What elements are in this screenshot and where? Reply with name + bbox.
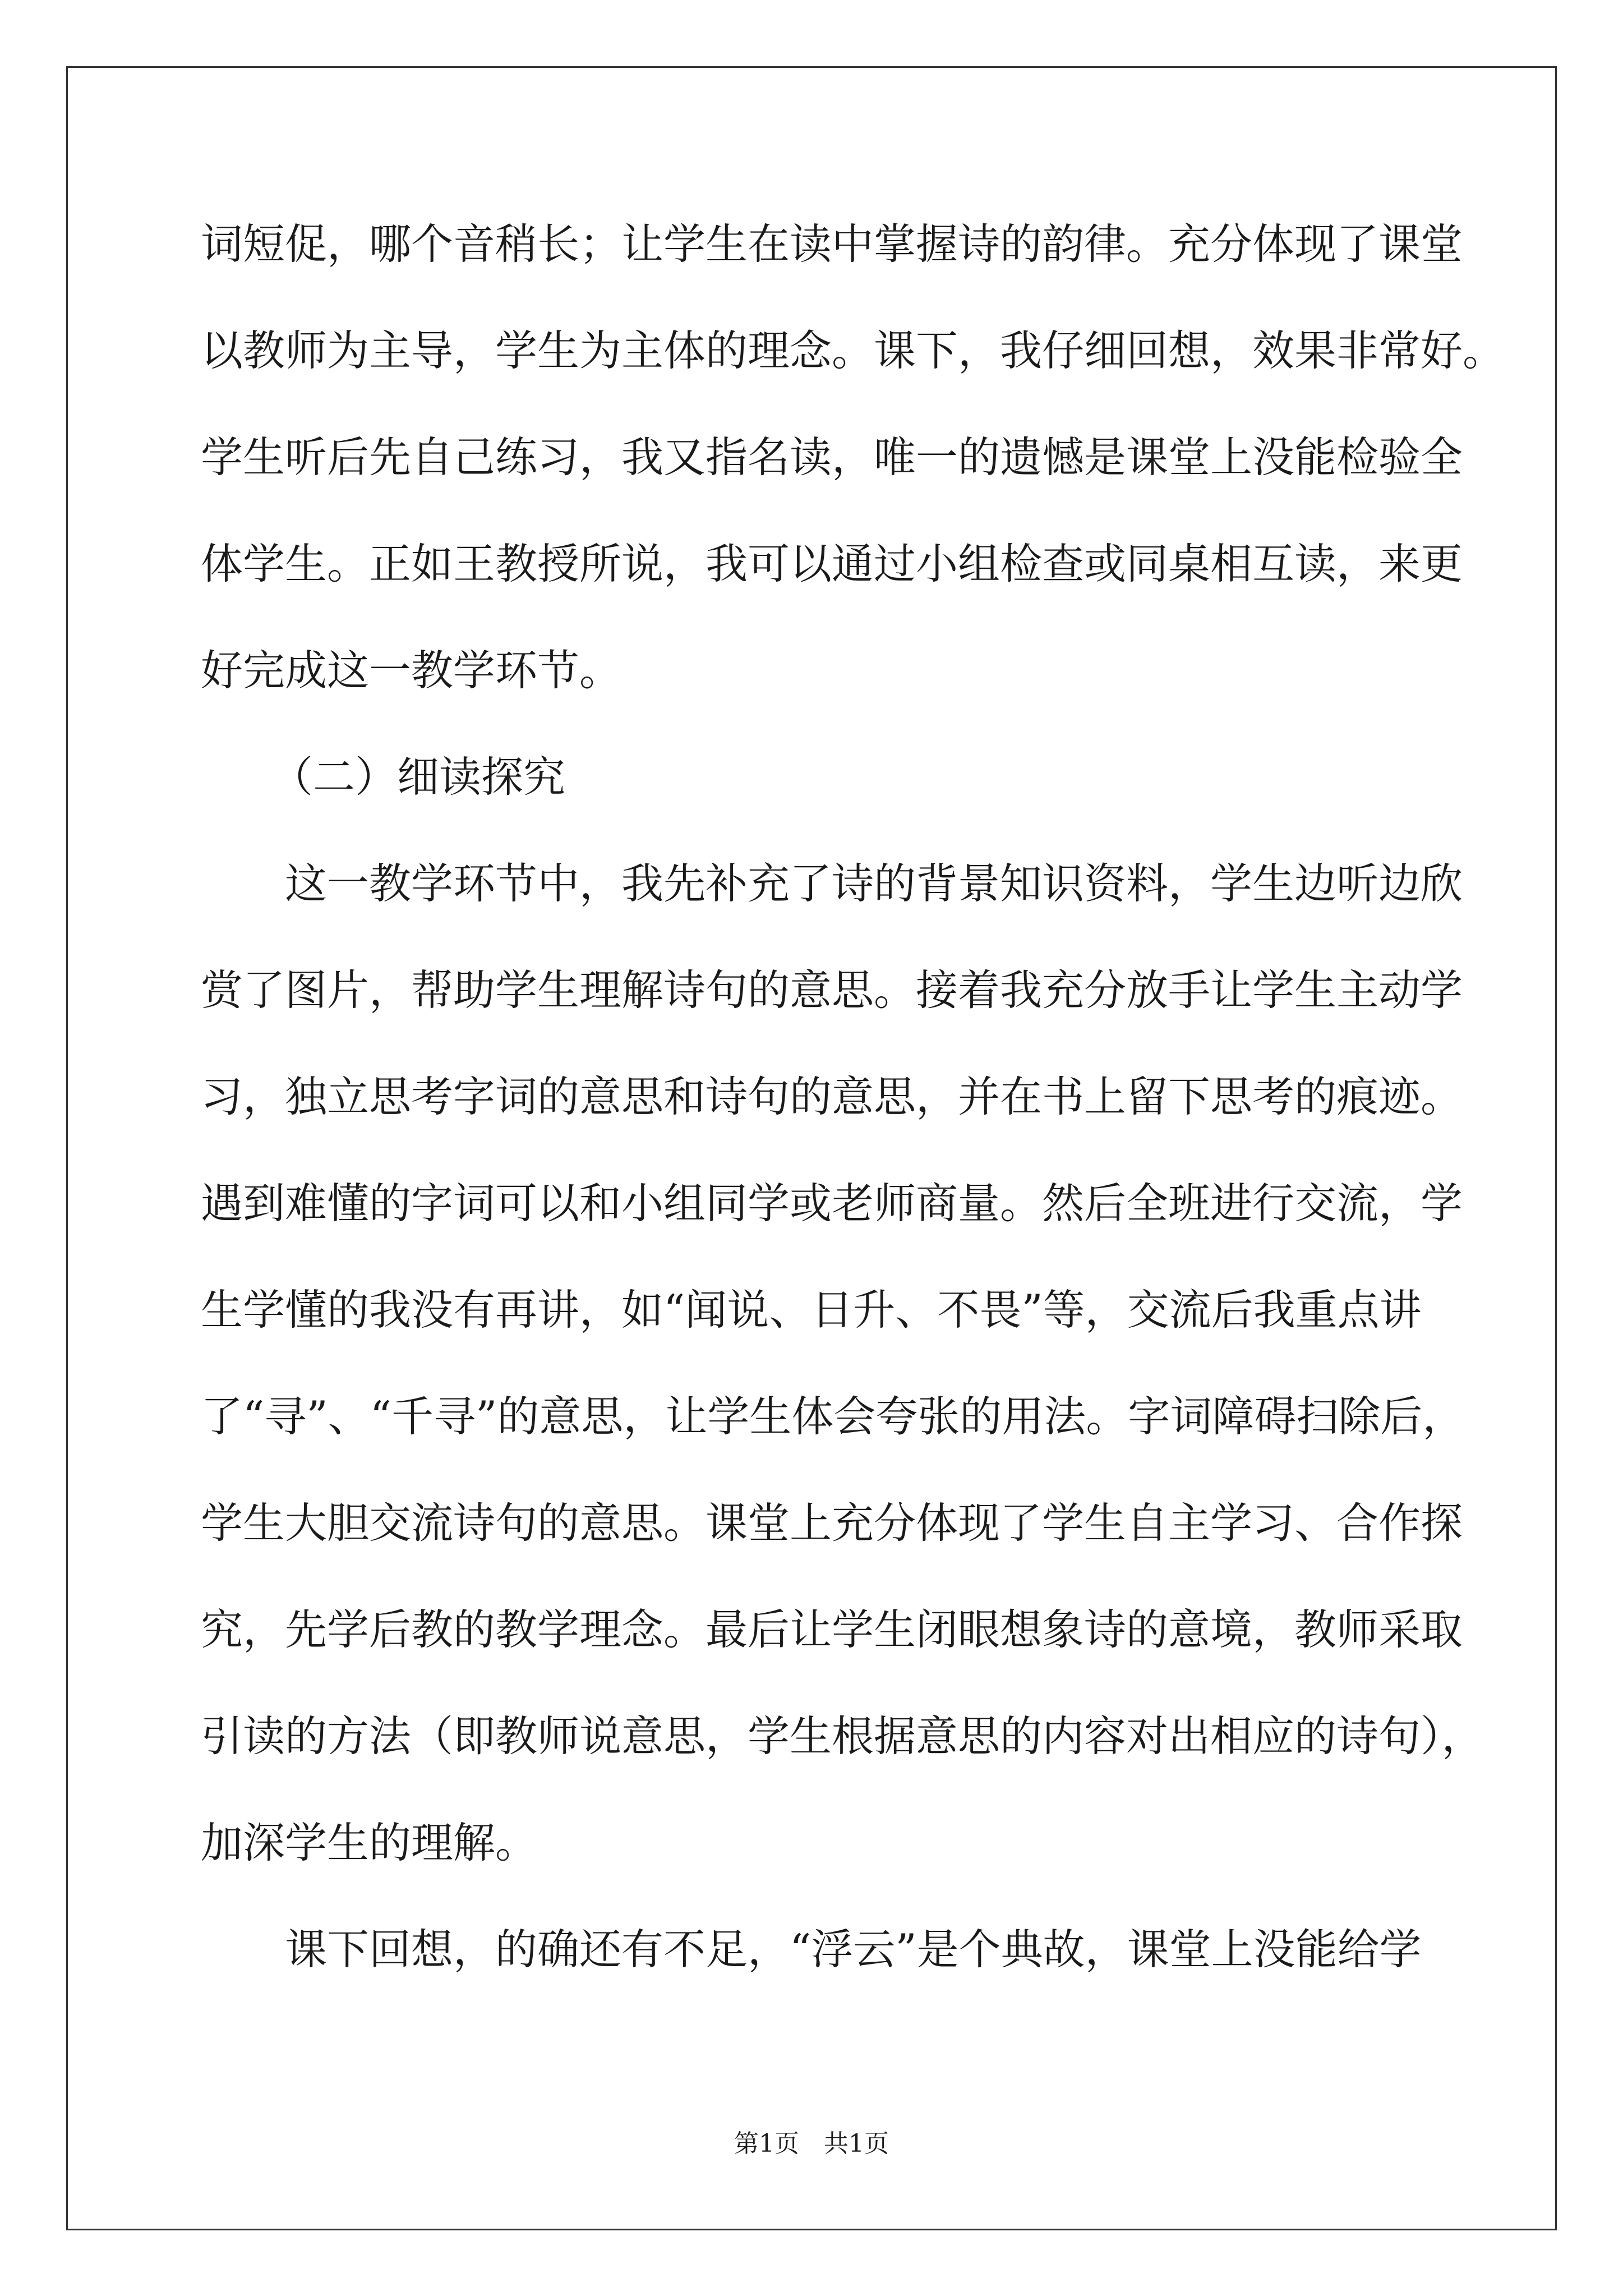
text-line: 赏了图片，帮助学生理解诗句的意思。接着我充分放手让学生主动学 xyxy=(201,965,1463,1015)
text-line: 体学生。正如王教授所说，我可以通过小组检查或同桌相互读，来更 xyxy=(201,539,1463,588)
section-heading: （二）细读探究 xyxy=(271,752,566,802)
text-line: 学生大胆交流诗句的意思。课堂上充分体现了学生自主学习、合作探 xyxy=(201,1498,1463,1548)
document-body xyxy=(201,191,1505,2003)
text-line: 了“寻”、“千寻”的意思，让学生体会夸张的用法。字词障碍扫除后， xyxy=(201,1392,1465,1441)
text-line: 好完成这一教学环节。 xyxy=(201,646,622,695)
text-line: 引读的方法（即教师说意思，学生根据意思的内容对出相应的诗句）， xyxy=(201,1711,1484,1761)
text-line: 遇到难懂的字词可以和小组同学或老师商量。然后全班进行交流，学 xyxy=(201,1179,1463,1228)
page-footer: 第1页 共1页 xyxy=(734,2129,889,2158)
text-line: 加深学生的理解。 xyxy=(201,1818,538,1867)
text-line: 课下回想，的确还有不足，“浮云”是个典故，课堂上没能给学 xyxy=(285,1925,1422,1974)
text-line: 这一教学环节中，我先补充了诗的背景知识资料，学生边听边欣 xyxy=(285,859,1463,908)
text-line: 生学懂的我没有再讲，如“闻说、日升、不畏”等，交流后我重点讲 xyxy=(201,1285,1422,1335)
text-line: 学生听后先自己练习，我又指名读，唯一的遗憾是课堂上没能检验全 xyxy=(201,432,1463,482)
text-line: 词短促，哪个音稍长；让学生在读中掌握诗的韵律。充分体现了课堂 xyxy=(201,219,1463,269)
text-line: 习，独立思考字词的意思和诗句的意思，并在书上留下思考的痕迹。 xyxy=(201,1072,1463,1121)
text-line: 以教师为主导，学生为主体的理念。课下，我仔细回想，效果非常好。 xyxy=(201,326,1505,375)
text-line: 究，先学后教的教学理念。最后让学生闭眼想象诗的意境，教师采取 xyxy=(201,1605,1463,1654)
